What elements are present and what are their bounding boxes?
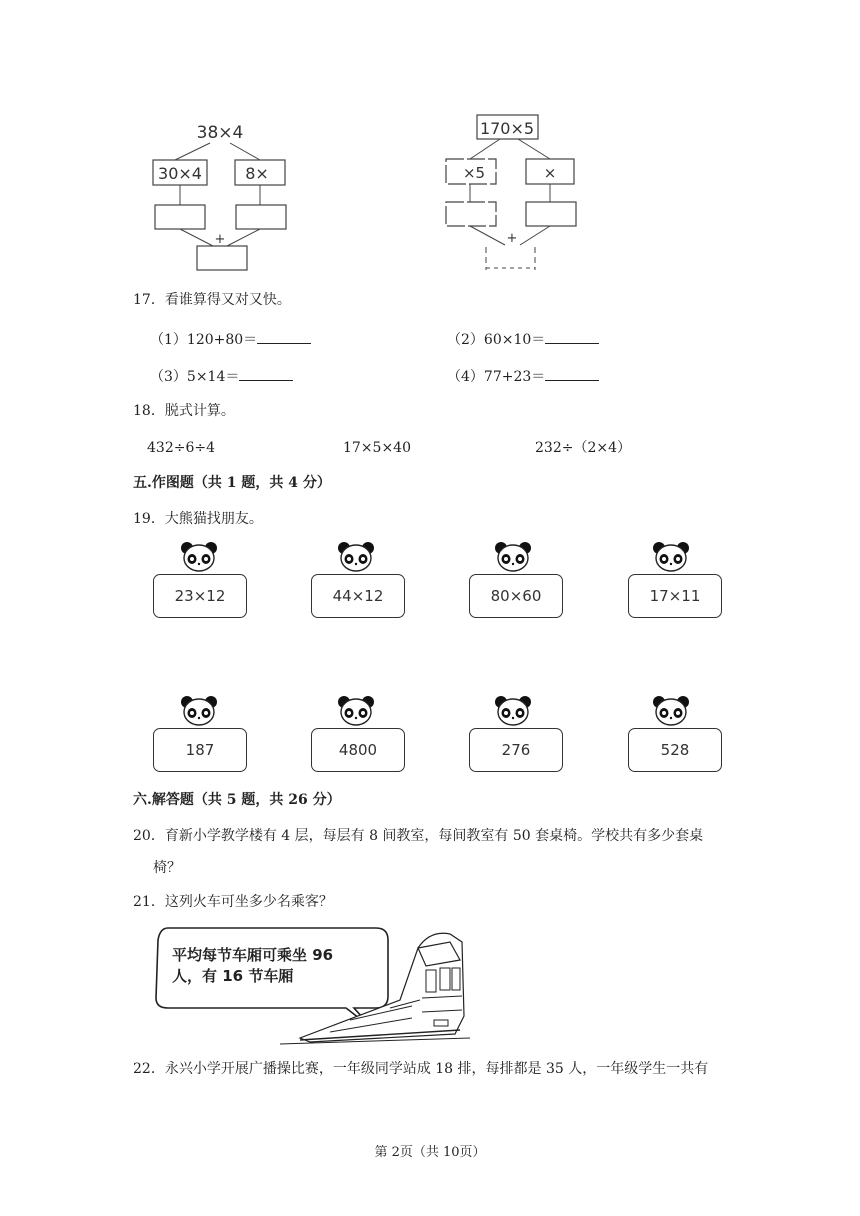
diagram1-plus: +: [214, 232, 226, 247]
q17-item-1: （1）120+80＝: [150, 330, 311, 349]
q20-line-2: 椅？: [153, 860, 181, 876]
diagram1-left: 30×4: [158, 164, 202, 183]
q21-bubble-line-1: 平均每节车厢可乘坐 96: [172, 946, 334, 964]
panda-card-bottom-3[interactable]: 276: [469, 728, 563, 772]
diagram2-plus: +: [506, 231, 518, 246]
q20-line-1: 20．育新小学教学楼有 4 层，每层有 8 间教室，每间教室有 50 套桌椅。学校共有多少套桌: [133, 828, 704, 844]
q18-expr-3: 232÷（2×4）: [535, 440, 631, 456]
q18-expr-1: 432÷6÷4: [147, 440, 215, 456]
answer-blank[interactable]: [239, 367, 293, 381]
answer-blank[interactable]: [257, 330, 311, 344]
diagram2-top: 170×5: [479, 119, 535, 138]
panda-icon: [179, 540, 219, 572]
q17-item-4: （4）77+23＝: [447, 367, 599, 386]
section-6-heading: 六.解答题（共 5 题，共 26 分）: [133, 792, 341, 808]
diagram-38x4: [145, 115, 300, 275]
q21-bubble-line-2: 人，有 16 节车厢: [172, 967, 294, 985]
q17-item-3: （3）5×14＝: [150, 367, 293, 386]
panda-icon: [493, 540, 533, 572]
panda-icon: [651, 540, 691, 572]
diagram1-right: 8×: [245, 164, 269, 183]
q22-line-1: 22．永兴小学开展广播操比赛，一年级同学站成 18 排，每排都是 35 人，一年级学生一共有: [133, 1061, 709, 1077]
panda-card-bottom-4[interactable]: 528: [628, 728, 722, 772]
panda-card-bottom-2[interactable]: 4800: [311, 728, 405, 772]
panda-card-top-3[interactable]: 80×60: [469, 574, 563, 618]
diagram-170x5: [440, 110, 590, 275]
panda-icon: [336, 540, 376, 572]
panda-card-top-4[interactable]: 17×11: [628, 574, 722, 618]
q19-title: 19．大熊猫找朋友。: [133, 511, 263, 527]
q18-expr-2: 17×5×40: [343, 440, 411, 456]
panda-card-bottom-1[interactable]: 187: [153, 728, 247, 772]
diagram2-left: ×5: [462, 164, 486, 182]
panda-icon: [179, 694, 219, 726]
panda-icon: [336, 694, 376, 726]
panda-card-top-2[interactable]: 44×12: [311, 574, 405, 618]
panda-icon: [651, 694, 691, 726]
answer-blank[interactable]: [545, 367, 599, 381]
page-footer: 第 2页（共 10页）: [374, 1145, 486, 1160]
diagram2-right: ×: [543, 164, 557, 182]
answer-blank[interactable]: [545, 330, 599, 344]
panda-card-top-1[interactable]: 23×12: [153, 574, 247, 618]
section-5-heading: 五.作图题（共 1 题，共 4 分）: [133, 475, 331, 491]
q17-title: 17．看谁算得又对又快。: [133, 292, 291, 308]
q18-title: 18．脱式计算。: [133, 403, 235, 419]
diagram1-top: 38×4: [196, 123, 244, 143]
panda-icon: [493, 694, 533, 726]
q17-item-2: （2）60×10＝: [447, 330, 599, 349]
q21-title: 21．这列火车可坐多少名乘客？: [133, 894, 333, 910]
